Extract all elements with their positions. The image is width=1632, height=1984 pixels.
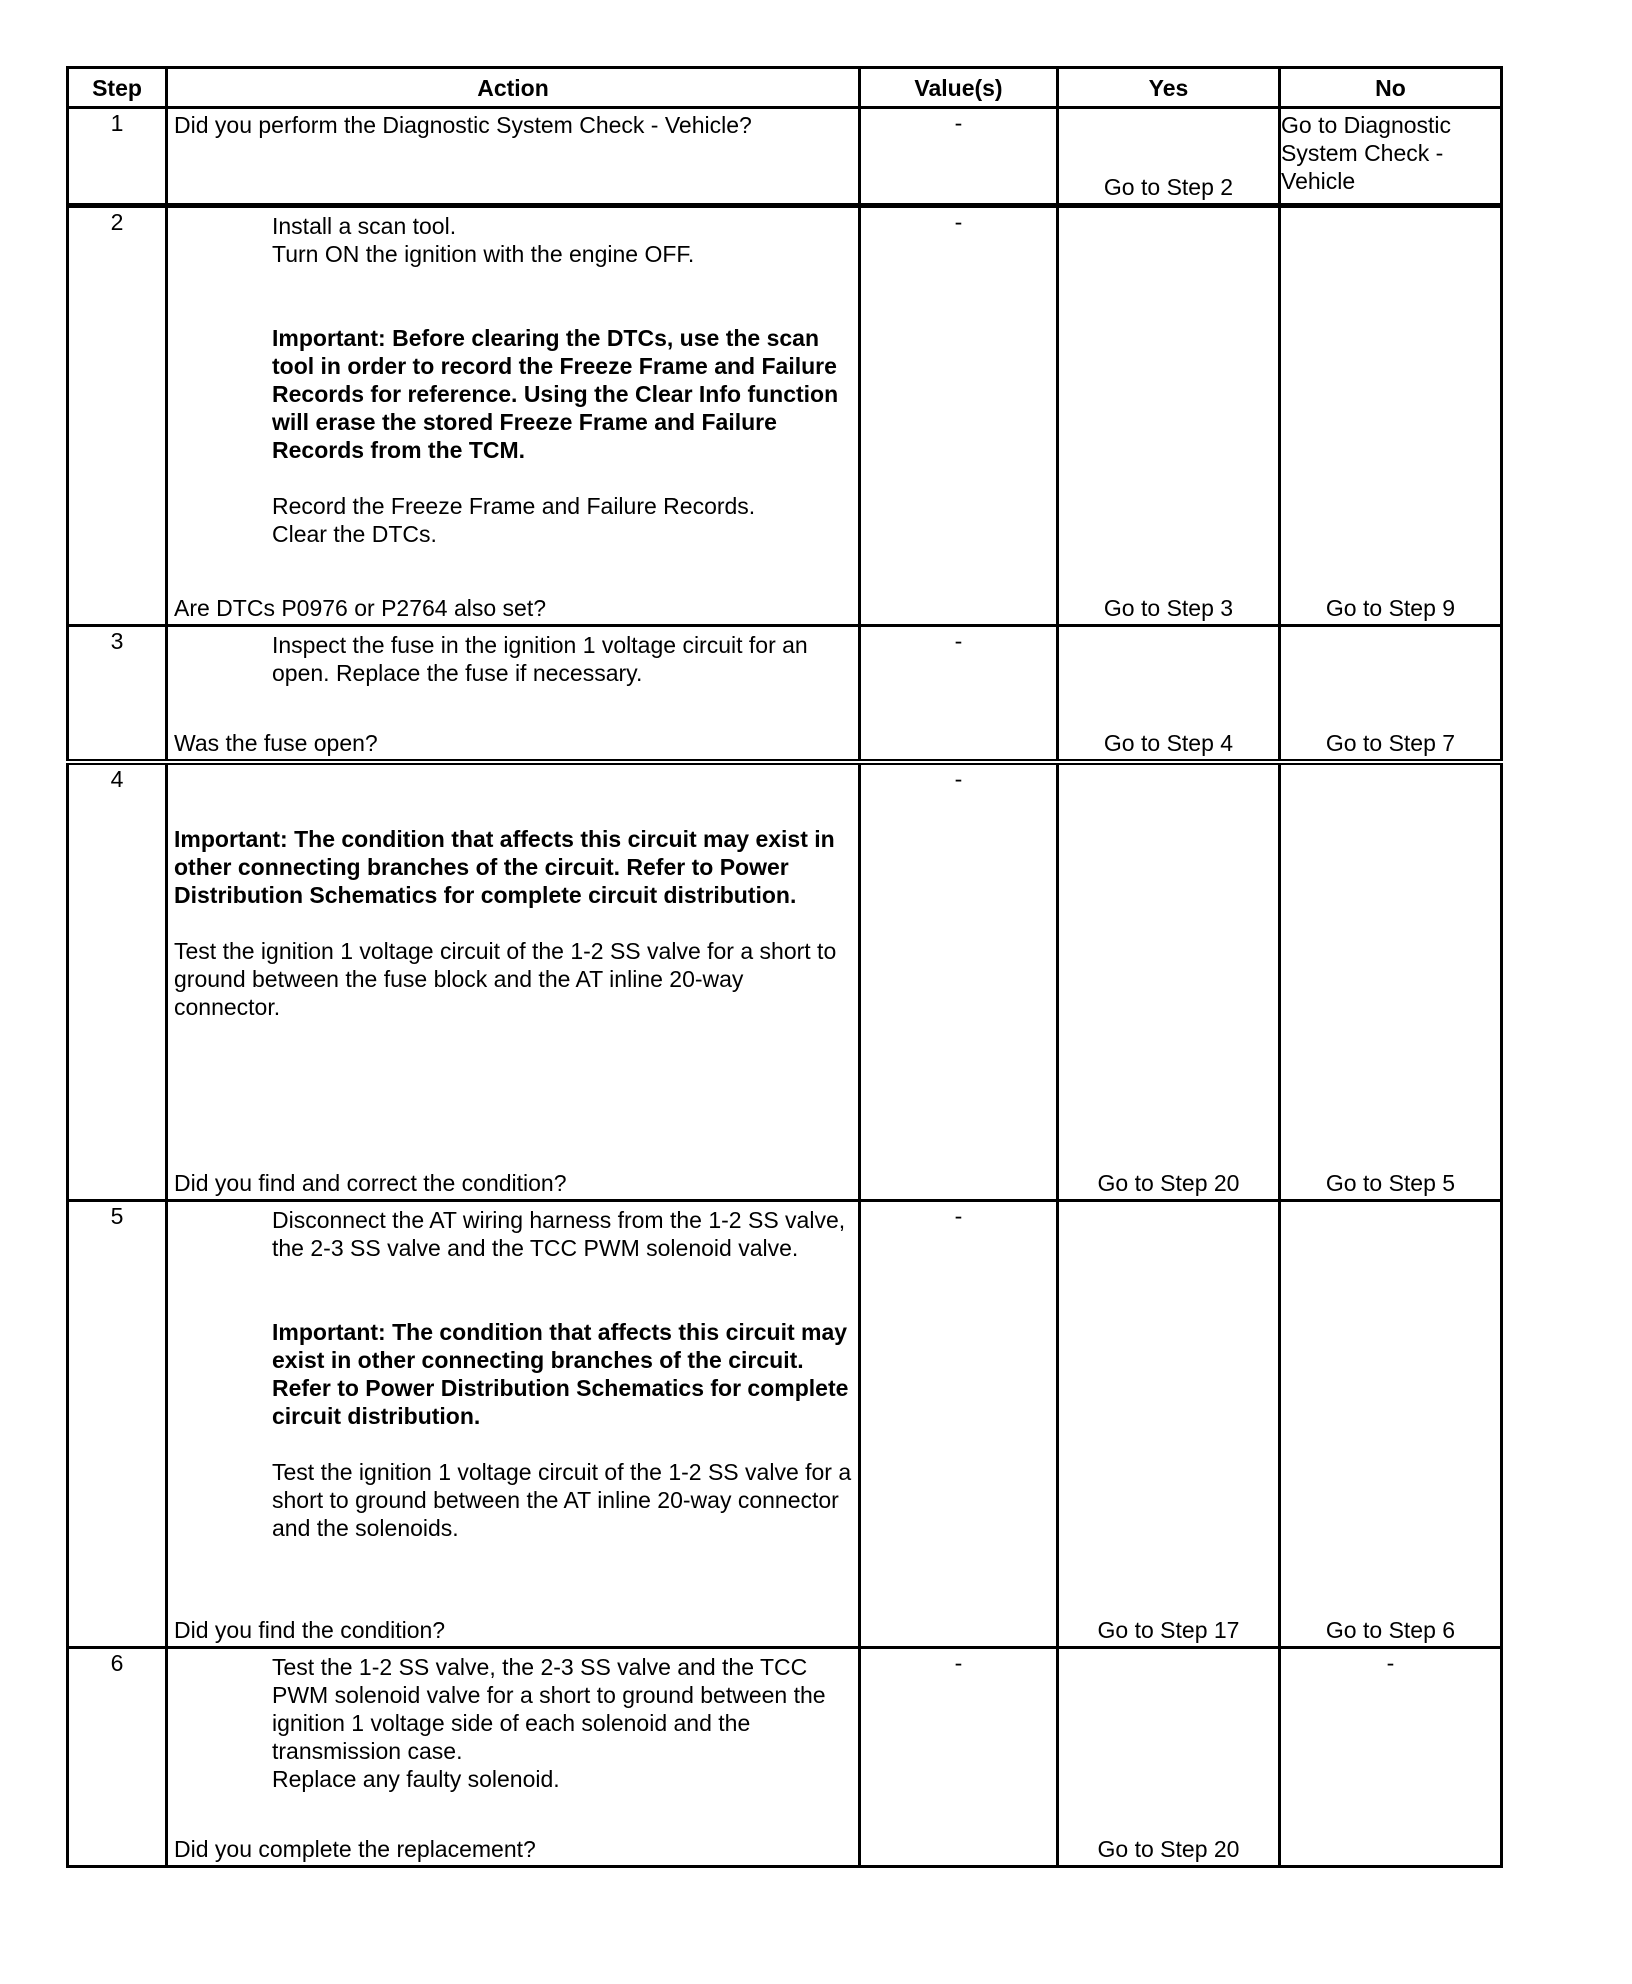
action-line: Disconnect the AT wiring harness from the 1-2 SS valve, the 2-3 SS valve and the TCC PWM solenoid valve.: [272, 1207, 846, 1261]
yes-cell: [1058, 626, 1280, 763]
table-row: [68, 1201, 1502, 1648]
table-row: [68, 108, 1502, 206]
table-row: [68, 626, 1502, 763]
table-row: [68, 1648, 1502, 1867]
important-note: Important: The condition that affects this circuit may exist in other connecting branches of the circuit. Refer to Power Distribution Schematics for complete circuit distribution.: [272, 1319, 849, 1429]
action-line: Turn ON the ignition with the engine OFF.: [272, 241, 695, 267]
action-line: Record the Freeze Frame and Failure Records.: [272, 493, 756, 519]
no-cell: [1280, 1201, 1502, 1648]
value-cell: -: [860, 762, 1058, 1201]
action-line: Clear the DTCs.: [272, 521, 437, 547]
no-goto: Go to Step 7: [1325, 730, 1456, 756]
action-cell: [167, 626, 860, 763]
action-line: Inspect the fuse in the ignition 1 voltage circuit for an open. Replace the fuse if necessary.: [272, 632, 808, 686]
yes-goto: Go to Step 20: [1097, 1170, 1240, 1196]
yes-goto: Go to Step 4: [1103, 730, 1234, 756]
yes-goto: Go to Step 2: [1103, 174, 1234, 200]
diagnostic-table: [66, 66, 1503, 1868]
yes-goto: Go to Step 3: [1103, 595, 1234, 621]
yes-cell: [1058, 108, 1280, 206]
step-number: 1: [68, 108, 167, 206]
important-note: Important: Before clearing the DTCs, use the scan tool in order to record the Freeze Frame and Failure Records for reference. Using the Clear Info function will erase the stored Freeze Frame and Failure Records from the TCM.: [272, 325, 839, 463]
no-goto: Go to Step 5: [1325, 1170, 1456, 1196]
action-cell: [167, 1201, 860, 1648]
action-cell: [167, 762, 860, 1201]
action-line: Test the ignition 1 voltage circuit of the 1-2 SS valve for a short to ground between the fuse block and the AT inline 20-way connector.: [174, 938, 837, 1020]
yes-cell: [1058, 1201, 1280, 1648]
action-line: Test the 1-2 SS valve, the 2-3 SS valve and the TCC PWM solenoid valve for a short to ground between the ignition 1 voltage side of each solenoid and the transmission case.: [272, 1654, 826, 1764]
header-no: No: [1280, 68, 1502, 108]
action-line: Test the ignition 1 voltage circuit of the 1-2 SS valve for a short to ground between the AT inline 20-way connector and the solenoids.: [272, 1459, 852, 1541]
step-number: 5: [68, 1201, 167, 1648]
header-step: Step: [68, 68, 167, 108]
step-number: 4: [68, 762, 167, 1201]
header-values: Value(s): [860, 68, 1058, 108]
yes-goto: Go to Step 17: [1097, 1617, 1240, 1643]
action-question: Did you complete the replacement?: [174, 1836, 536, 1862]
table-row: [68, 206, 1502, 626]
value-cell: -: [860, 108, 1058, 206]
action-line: Replace any faulty solenoid.: [272, 1766, 560, 1792]
no-cell: [1280, 206, 1502, 626]
action-cell: [167, 206, 860, 626]
action-line: Install a scan tool.: [272, 213, 457, 239]
no-cell: [1280, 626, 1502, 763]
no-cell: [1280, 762, 1502, 1201]
step-number: 2: [68, 206, 167, 626]
action-cell: [167, 1648, 860, 1867]
action-question: Did you perform the Diagnostic System Check - Vehicle?: [174, 112, 752, 138]
step-number: 6: [68, 1648, 167, 1867]
no-goto: -: [1280, 1648, 1502, 1867]
important-note: Important: The condition that affects this circuit may exist in other connecting branches of the circuit. Refer to Power Distribution Schematics for complete circuit distribution.: [174, 826, 835, 908]
step-number: 3: [68, 626, 167, 763]
value-cell: -: [860, 206, 1058, 626]
no-goto: Go to Diagnostic System Check - Vehicle: [1280, 108, 1502, 206]
yes-cell: [1058, 206, 1280, 626]
value-cell: -: [860, 1648, 1058, 1867]
action-cell: [167, 108, 860, 206]
table-header-row: [68, 68, 1502, 108]
action-question: Did you find the condition?: [174, 1617, 446, 1643]
no-goto: Go to Step 9: [1325, 595, 1456, 621]
yes-goto: Go to Step 20: [1097, 1836, 1240, 1862]
action-question: Are DTCs P0976 or P2764 also set?: [174, 595, 547, 621]
table-row: [68, 762, 1502, 1201]
action-question: Was the fuse open?: [174, 730, 378, 756]
header-yes: Yes: [1058, 68, 1280, 108]
header-action: Action: [167, 68, 860, 108]
no-goto: Go to Step 6: [1325, 1617, 1456, 1643]
yes-cell: [1058, 1648, 1280, 1867]
value-cell: -: [860, 626, 1058, 763]
action-question: Did you find and correct the condition?: [174, 1170, 567, 1196]
value-cell: -: [860, 1201, 1058, 1648]
yes-cell: [1058, 762, 1280, 1201]
